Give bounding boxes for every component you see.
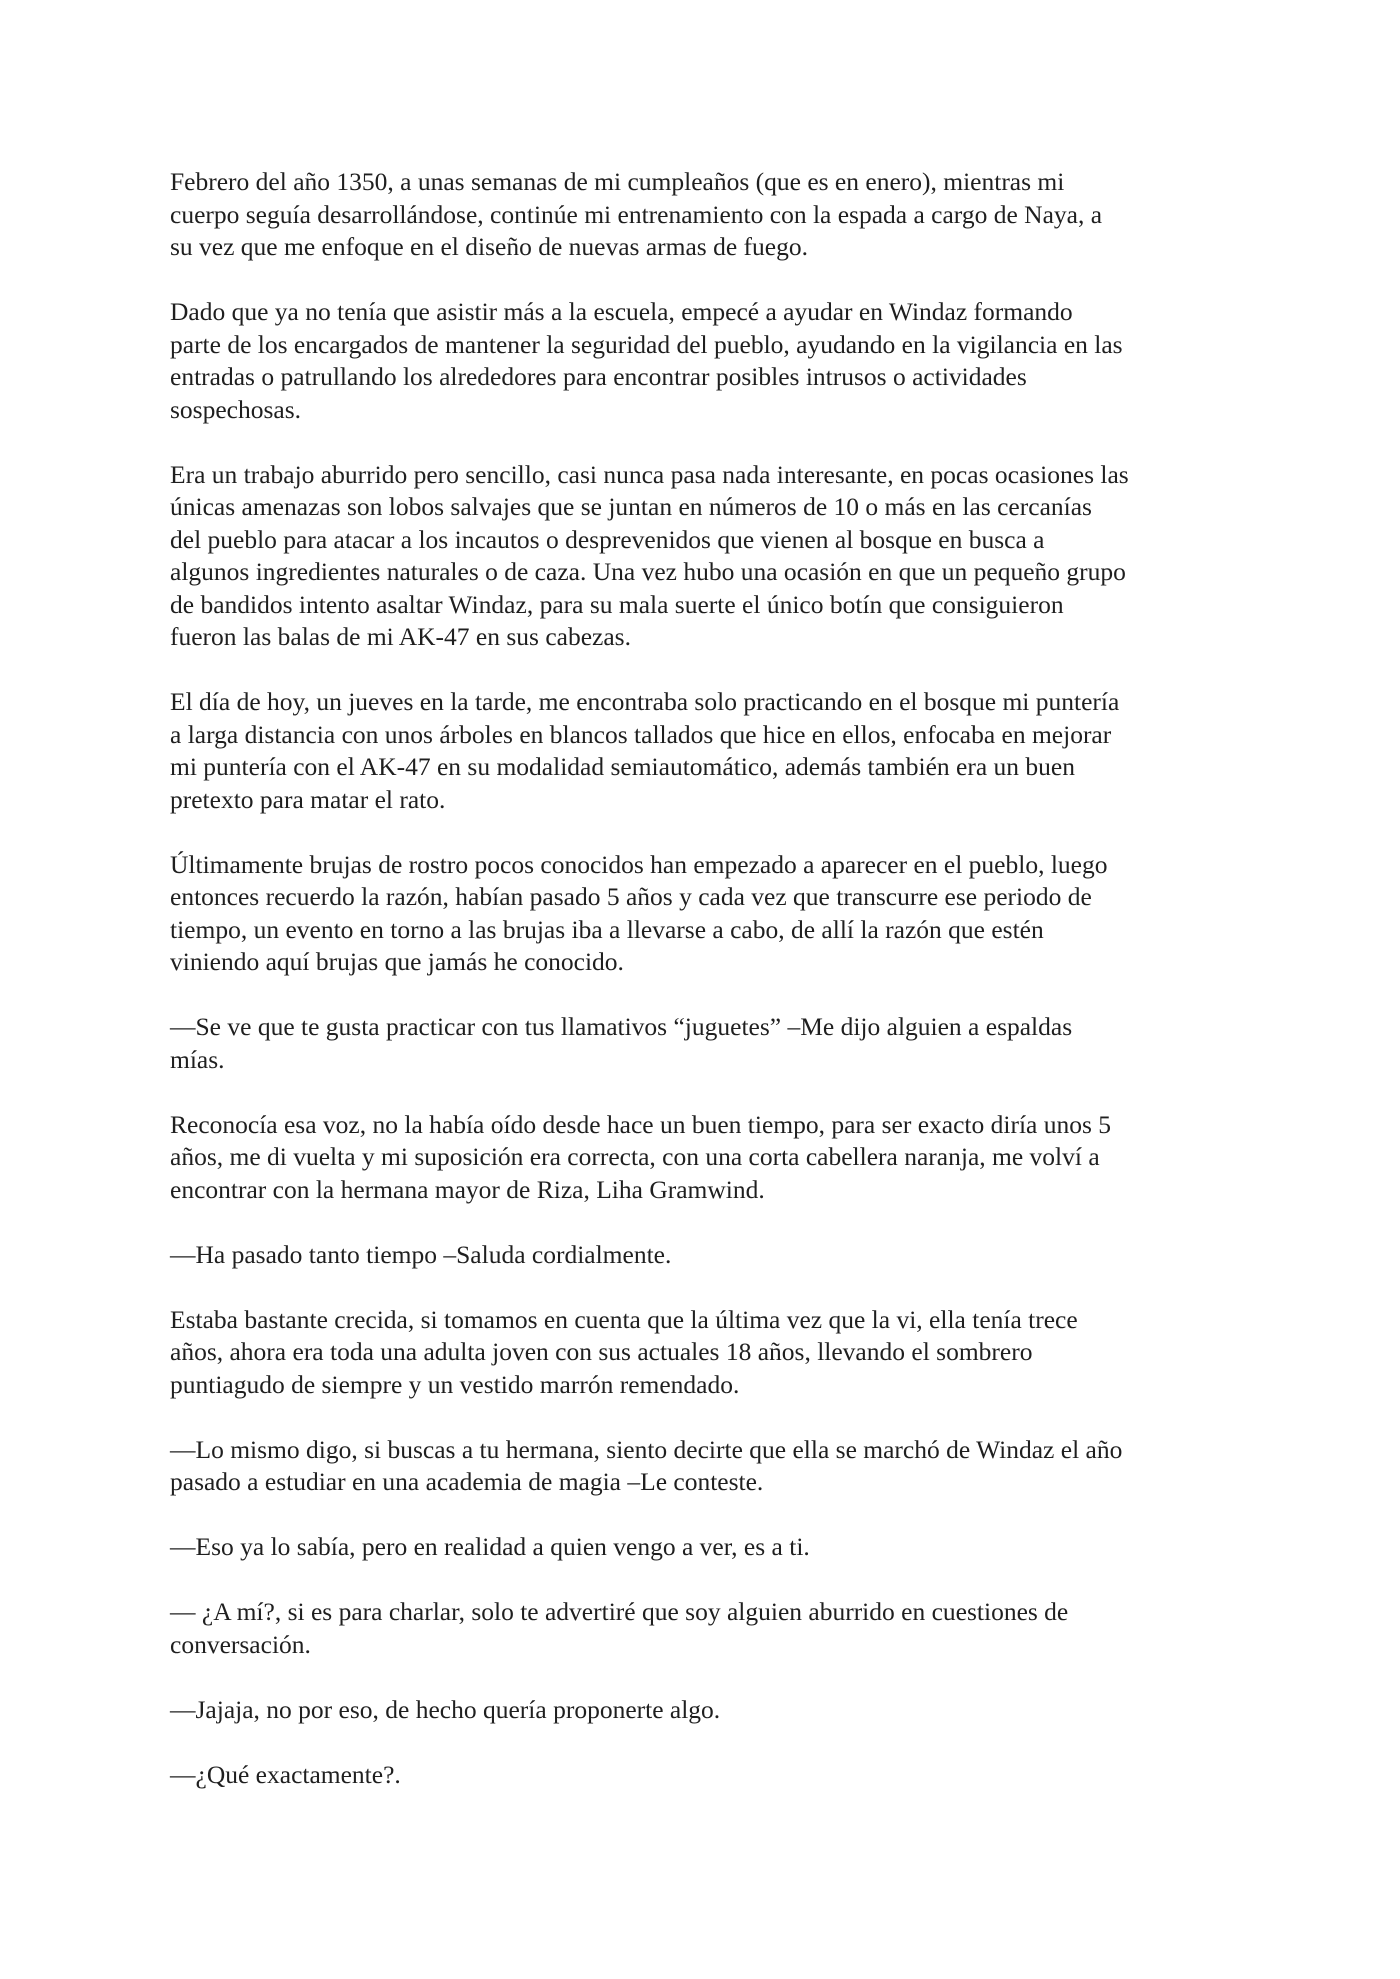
dialogue-paragraph: —Se ve que te gusta practicar con tus llamativos “juguetes” –Me dijo alguien a espaldas mías. [170,1012,1073,1074]
dialogue-paragraph: —Lo mismo digo, si buscas a tu hermana, siento decirte que ella se marchó de Windaz el año pasado a estudiar en una academia de magia –Le conteste. [170,1434,1123,1496]
body-text [170,166,1250,1824]
paragraph: Últimamente brujas de rostro pocos conocidos han empezado a aparecer en el pueblo, luego entonces recuerdo la razón, habían pasado 5 años y cada vez que transcurre ese periodo de tiempo, un evento en torno a las brujas iba a llevarse a cabo, de allí la razón que estén viniendo aquí brujas que jamás he conocido. [170,849,1108,976]
dialogue-paragraph: —Jajaja, no por eso, de hecho quería proponerte algo. [170,1694,721,1724]
paragraph: Febrero del año 1350, a unas semanas de mi cumpleaños (que es en enero), mientras mi cuerpo seguía desarrollándose, continúe mi entrenamiento con la espada a cargo de Naya, a su vez que me enfoque en el diseño de nuevas armas de fuego. [170,167,1103,261]
paragraph: Reconocía esa voz, no la había oído desde hace un buen tiempo, para ser exacto diría unos 5 años, me di vuelta y mi suposición era correcta, con una corta cabellera naranja, me volví a encontrar con la hermana mayor de Riza, Liha Gramwind. [170,1109,1112,1204]
paragraph: El día de hoy, un jueves en la tarde, me encontraba solo practicando en el bosque mi puntería a larga distancia con unos árboles en blancos tallados que hice en ellos, enfocaba en mejorar mi puntería con el AK-47 en su modalidad semiautomático, además también era un buen pretexto para matar el rato. [170,687,1120,814]
paragraph: Era un trabajo aburrido pero sencillo, casi nunca pasa nada interesante, en pocas ocasiones las únicas amenazas son lobos salvajes que se juntan en números de 10 o más en las cercanías del pueblo para atacar a los incautos o desprevenidos que vienen al bosque en busca a algunos ingredientes naturales o de caza. Una vez hubo una ocasión en que un pequeño grupo de bandidos intento asaltar Windaz, para su mala suerte el único botín que consiguieron fueron las balas de mi AK-47 en sus cabezas. [170,459,1129,651]
dialogue-paragraph: — ¿A mí?, si es para charlar, solo te advertiré que soy alguien aburrido en cuestiones de conversación. [170,1597,1069,1659]
dialogue-paragraph: —¿Qué exactamente?. [170,1759,401,1789]
dialogue-paragraph: —Eso ya lo sabía, pero en realidad a quien vengo a ver, es a ti. [170,1532,810,1561]
paragraph: Estaba bastante crecida, si tomamos en cuenta que la última vez que la vi, ella tenía trece años, ahora era toda una adulta joven con sus actuales 18 años, llevando el sombrero puntiagudo de siempre y un vestido marrón remendado. [170,1304,1078,1399]
paragraph: Dado que ya no tenía que asistir más a la escuela, empecé a ayudar en Windaz formando parte de los encargados de mantener la seguridad del pueblo, ayudando en la vigilancia en las entradas o patrullando los alrededores para encontrar posibles intrusos o actividades sospechosas. [170,297,1123,424]
dialogue-paragraph: —Ha pasado tanto tiempo –Saluda cordialmente. [170,1239,672,1269]
